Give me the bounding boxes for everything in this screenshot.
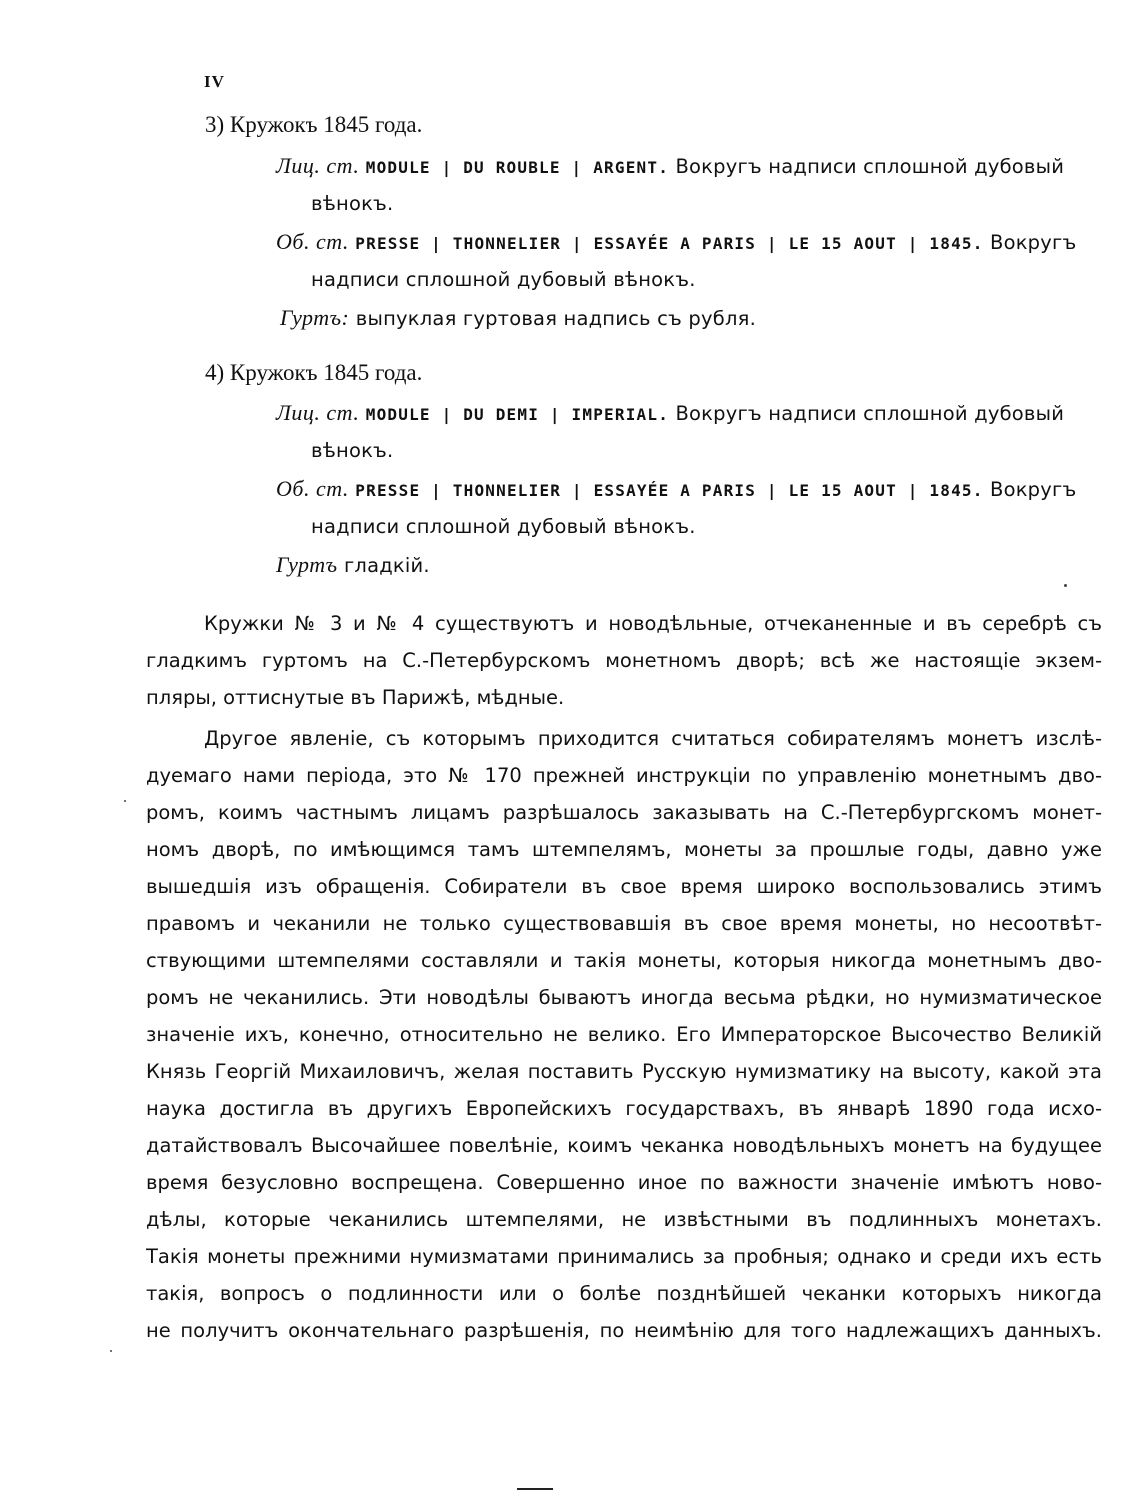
paragraph-1-line: гладкимъ гуртомъ на С.-Петербурскомъ монетномъ дворѣ; всѣ же настоящіе экзем- <box>146 649 1102 672</box>
obverse-legend: MODULE | DU DEMI | IMPERIAL. <box>365 405 670 424</box>
entry-3-edge <box>280 299 756 337</box>
entry-3-obverse <box>276 147 1064 186</box>
obverse-label: Лиц. ст. <box>276 400 360 425</box>
paragraph-2-line: ствующими штемпелями составляли и такія монеты, которыя никогда монетнымъ дво- <box>146 949 1102 972</box>
reverse-legend: PRESSE | THONNELIER | ESSAYÉE A PARIS | LE 15 AOUT | 1845. <box>355 481 984 500</box>
obverse-description: Вокругъ надписи сплошной дубовый <box>675 402 1065 425</box>
paragraph-2-line: правомъ и чеканили не только существовавшія въ свое время монеты, но несоотвѣт- <box>146 912 1102 935</box>
paragraph-2-line: Такія монеты прежними нумизматами принимались за пробныя; однако и среди ихъ есть <box>146 1245 1102 1268</box>
paragraph-2-line: время безусловно воспрещена. Совершенно иное по важности значеніе имѣютъ ново- <box>146 1171 1102 1194</box>
paragraph-2-line: значеніе ихъ, конечно, относительно не велико. Его Императорское Высочество Великій <box>146 1023 1102 1046</box>
paragraph-1-line: Кружки № 3 и № 4 существуютъ и новодѣльные, отчеканенные и въ серебрѣ съ <box>204 612 1102 635</box>
reverse-label: Об. ст. <box>276 229 349 254</box>
paragraph-2-line: номъ дворѣ, по имѣющимся тамъ штемпелямъ, монеты за прошлые годы, давно уже <box>146 838 1102 861</box>
entry-4-edge <box>276 546 430 584</box>
entry-4-reverse <box>276 470 1076 509</box>
entry-4-obverse-cont: вѣнокъ. <box>311 439 394 462</box>
paragraph-2-line: ромъ не чеканились. Эти новодѣлы бываютъ иногда весьма рѣдки, но нумизматическое <box>146 986 1102 1009</box>
obverse-description: Вокругъ надписи сплошной дубовый <box>675 155 1065 178</box>
paragraph-2-line: датайствовалъ Высочайшее повелѣніе, коимъ чеканка новодѣльныхъ монетъ на будущее <box>146 1134 1102 1157</box>
reverse-legend: PRESSE | THONNELIER | ESSAYÉE A PARIS | LE 15 AOUT | 1845. <box>355 234 984 253</box>
bottom-rule <box>517 1488 553 1490</box>
obverse-label: Лиц. ст. <box>276 153 360 178</box>
paragraph-2-line: наука достигла въ другихъ Европейскихъ государствахъ, въ январѣ 1890 года исхо- <box>146 1097 1102 1120</box>
edge-description: гладкій. <box>343 554 430 577</box>
entry-3-reverse-cont: надписи сплошной дубовый вѣнокъ. <box>311 268 696 291</box>
paragraph-1-line: пляры, оттиснутые въ Парижѣ, мѣдные. <box>146 686 565 709</box>
entry-4-obverse <box>276 394 1064 433</box>
page-number: IV <box>204 72 225 91</box>
paragraph-2-line: Другое явленіе, съ которымъ приходится считаться собирателямъ монетъ изслѣ- <box>204 727 1102 750</box>
paragraph-2-line: такія, вопросъ о подлинности или о болѣе позднѣйшей чеканки которыхъ никогда <box>146 1282 1102 1305</box>
paragraph-2-line: вышедшія изъ обращенія. Собиратели въ свое время широко воспользовались этимъ <box>146 875 1102 898</box>
edge-label: Гуртъ: <box>280 305 350 330</box>
print-speck <box>110 1350 112 1352</box>
paragraph-2-line: Князь Георгій Михаиловичъ, желая поставить Русскую нумизматику на высоту, какой эта <box>146 1060 1102 1083</box>
paragraph-2-line: ромъ, коимъ частнымъ лицамъ разрѣшалось заказывать на С.-Петербургскомъ монет- <box>146 801 1102 824</box>
print-speck <box>124 800 126 802</box>
paragraph-2-line: не получитъ окончательнаго разрѣшенія, по неимѣнію для того надлежащихъ данныхъ. <box>146 1319 1102 1342</box>
reverse-description: Вокругъ <box>990 478 1077 501</box>
entry-4-reverse-cont: надписи сплошной дубовый вѣнокъ. <box>311 515 696 538</box>
obverse-legend: MODULE | DU ROUBLE | ARGENT. <box>365 158 670 177</box>
entry-3-reverse <box>276 223 1076 262</box>
reverse-label: Об. ст. <box>276 476 349 501</box>
reverse-description: Вокругъ <box>990 231 1077 254</box>
edge-description: выпуклая гуртовая надпись съ рубля. <box>355 307 756 330</box>
entry-3-title: 3) Кружокъ 1845 года. <box>205 112 423 137</box>
print-speck <box>1064 584 1067 587</box>
entry-3-obverse-cont: вѣнокъ. <box>311 192 394 215</box>
entry-4-title: 4) Кружокъ 1845 года. <box>205 360 423 385</box>
paragraph-2-line: дуемаго нами періода, это № 170 прежней инструкціи по управленію монетнымъ дво- <box>146 764 1102 787</box>
edge-label: Гуртъ <box>276 552 338 577</box>
paragraph-2-line: дѣлы, которые чеканились штемпелями, не извѣстными въ подлинныхъ монетахъ. <box>146 1208 1102 1231</box>
